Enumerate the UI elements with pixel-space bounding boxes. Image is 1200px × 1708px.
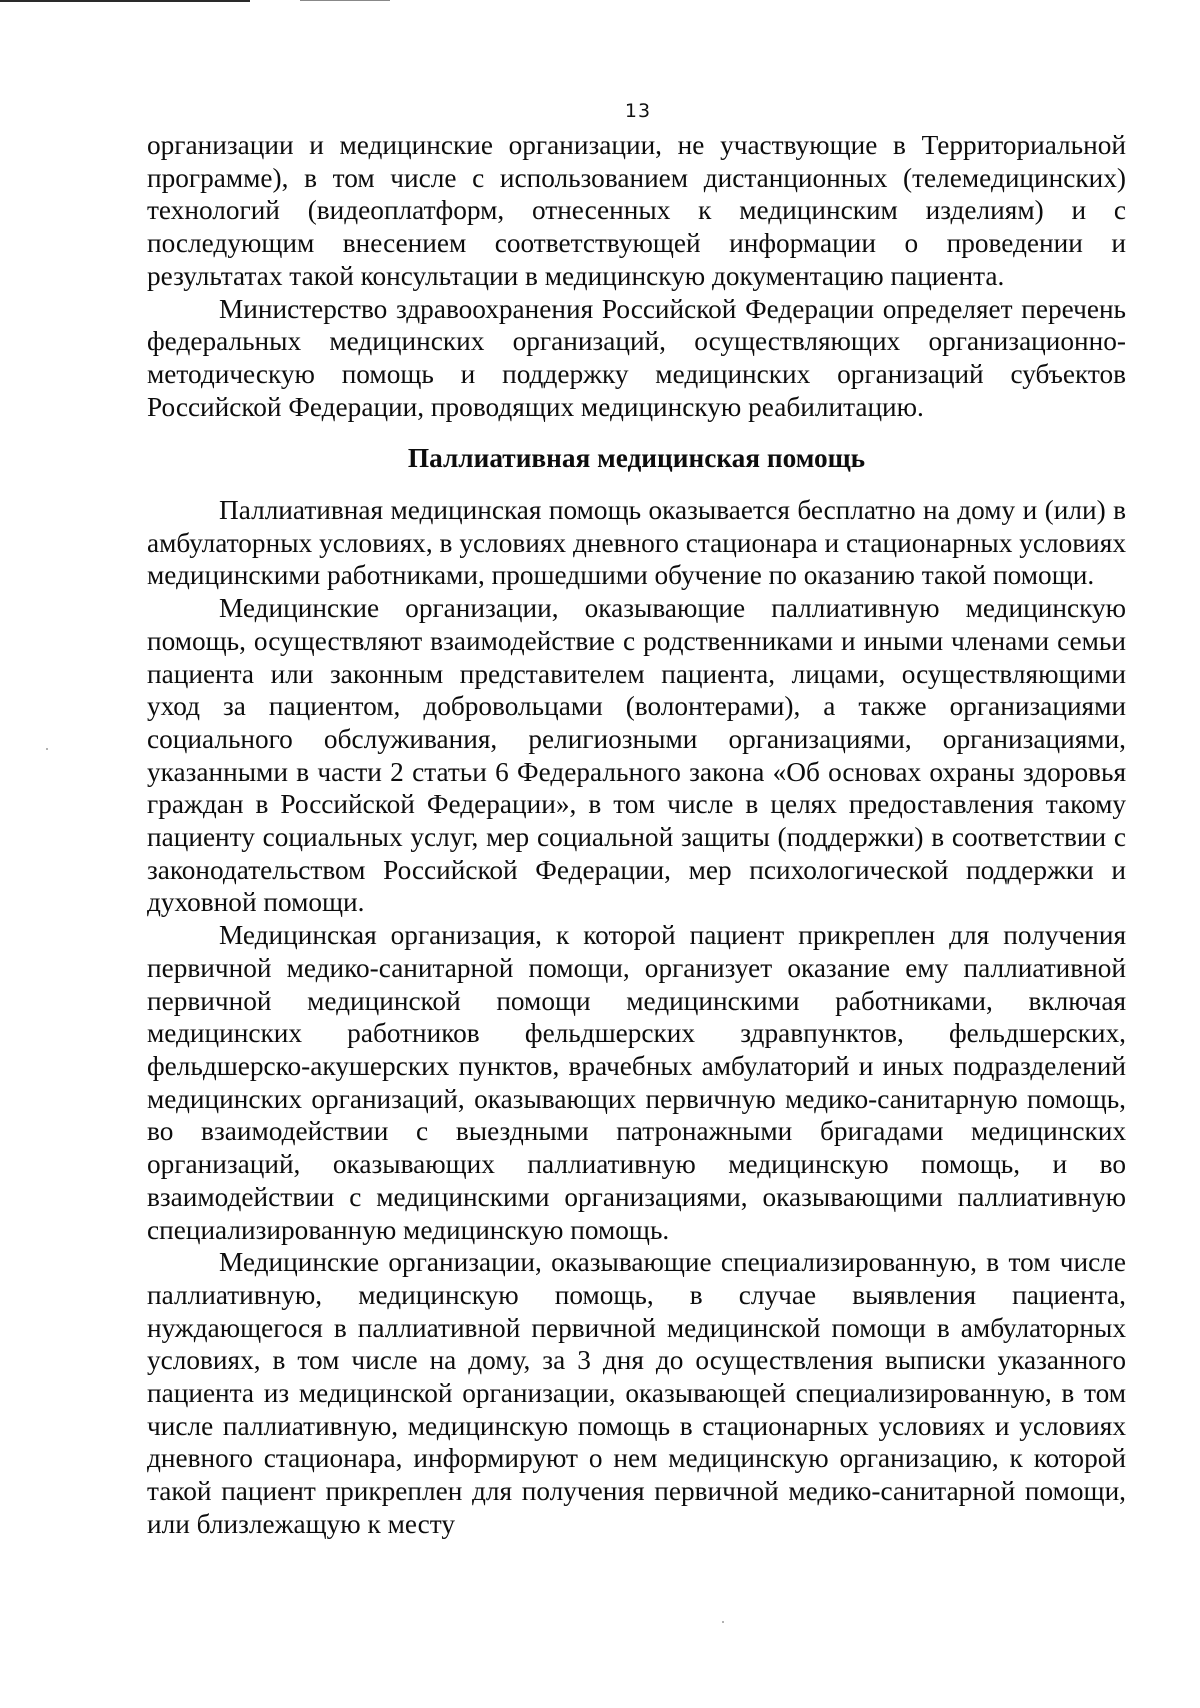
paragraph-continuation: организации и медицинские организации, не участвующие в Территориальной программе), в том числе с использованием дистанционных (телемедицинских) технологий (видеоплатформ, отнесенных к медицинским изделиям) и с последующим внесением соответствующей информации о проведении и результатах такой консультации в медицинскую документацию пациента. [147,130,1126,291]
scan-edge-mark-faint [300,0,390,1]
paragraph-palliative-free: Паллиативная медицинская помощь оказывается бесплатно на дому и (или) в амбулаторных условиях, в условиях дневного стационара и стационарных условиях медицинскими работниками, прошедшими обучение по оказанию такой помощи. [147,495,1126,591]
paragraph-ministry: Министерство здравоохранения Российской Федерации определяет перечень федеральных медицинских организаций, осуществляющих организационно-методическую помощь и поддержку медицинских организаций субъектов Российской Федерации, проводящих медицинскую реабилитацию. [147,293,1126,422]
page-number: 13 [624,100,652,122]
scan-speck [722,1621,724,1623]
document-body [147,129,1126,1541]
paragraph-interaction: Медицинские организации, оказывающие паллиативную медицинскую помощь, осуществляют взаимодействие с родственниками и иными членами семьи пациента или законным представителем пациента, лицами, осуществляющими уход за пациентом, добровольцами (волонтерами), а также организациями социального обслуживания, религиозными организациями, организациями, указанными в части 2 статьи 6 Федерального закона «Об основах охраны здоровья граждан в Российской Федерации», в том числе в целях предоставления такому пациенту социальных услуг, мер социальной защиты (поддержки) в соответствии с законодательством Российской Федерации, мер психологической поддержки и духовной помощи. [147,593,1126,918]
section-heading: Паллиативная медицинская помощь [407,443,866,474]
paragraph-specialized-care: Медицинские организации, оказывающие специализированную, в том числе паллиативную, медицинскую помощь, в случае выявления пациента, нуждающегося в паллиативной первичной медицинской помощи в амбулаторных условиях, в том числе на дому, за 3 дня до осуществления выписки указанного пациента из медицинской организации, оказывающей специализированную, в том числе паллиативную, медицинскую помощь в стационарных условиях и условиях дневного стационара, информируют о нем медицинскую организацию, к которой такой пациент прикреплен для получения первичной медико-санитарной помощи, или близлежащую к месту [147,1247,1126,1539]
scan-speck [46,748,48,750]
paragraph-primary-care: Медицинская организация, к которой пациент прикреплен для получения первичной медико-санитарной помощи, организует оказание ему паллиативной первичной медицинской помощи медицинскими работниками, включая медицинских работников фельдшерских здравпунктов, фельдшерских, фельдшерско-акушерских пунктов, врачебных амбулаторий и иных подразделений медицинских организаций, оказывающих первичную медико-санитарную помощь, во взаимодействии с выездными патронажными бригадами медицинских организаций, оказывающих паллиативную медицинскую помощь, и во взаимодействии с медицинскими организациями, оказывающими паллиативную специализированную медицинскую помощь. [147,920,1126,1245]
scan-edge-mark [0,0,250,2]
